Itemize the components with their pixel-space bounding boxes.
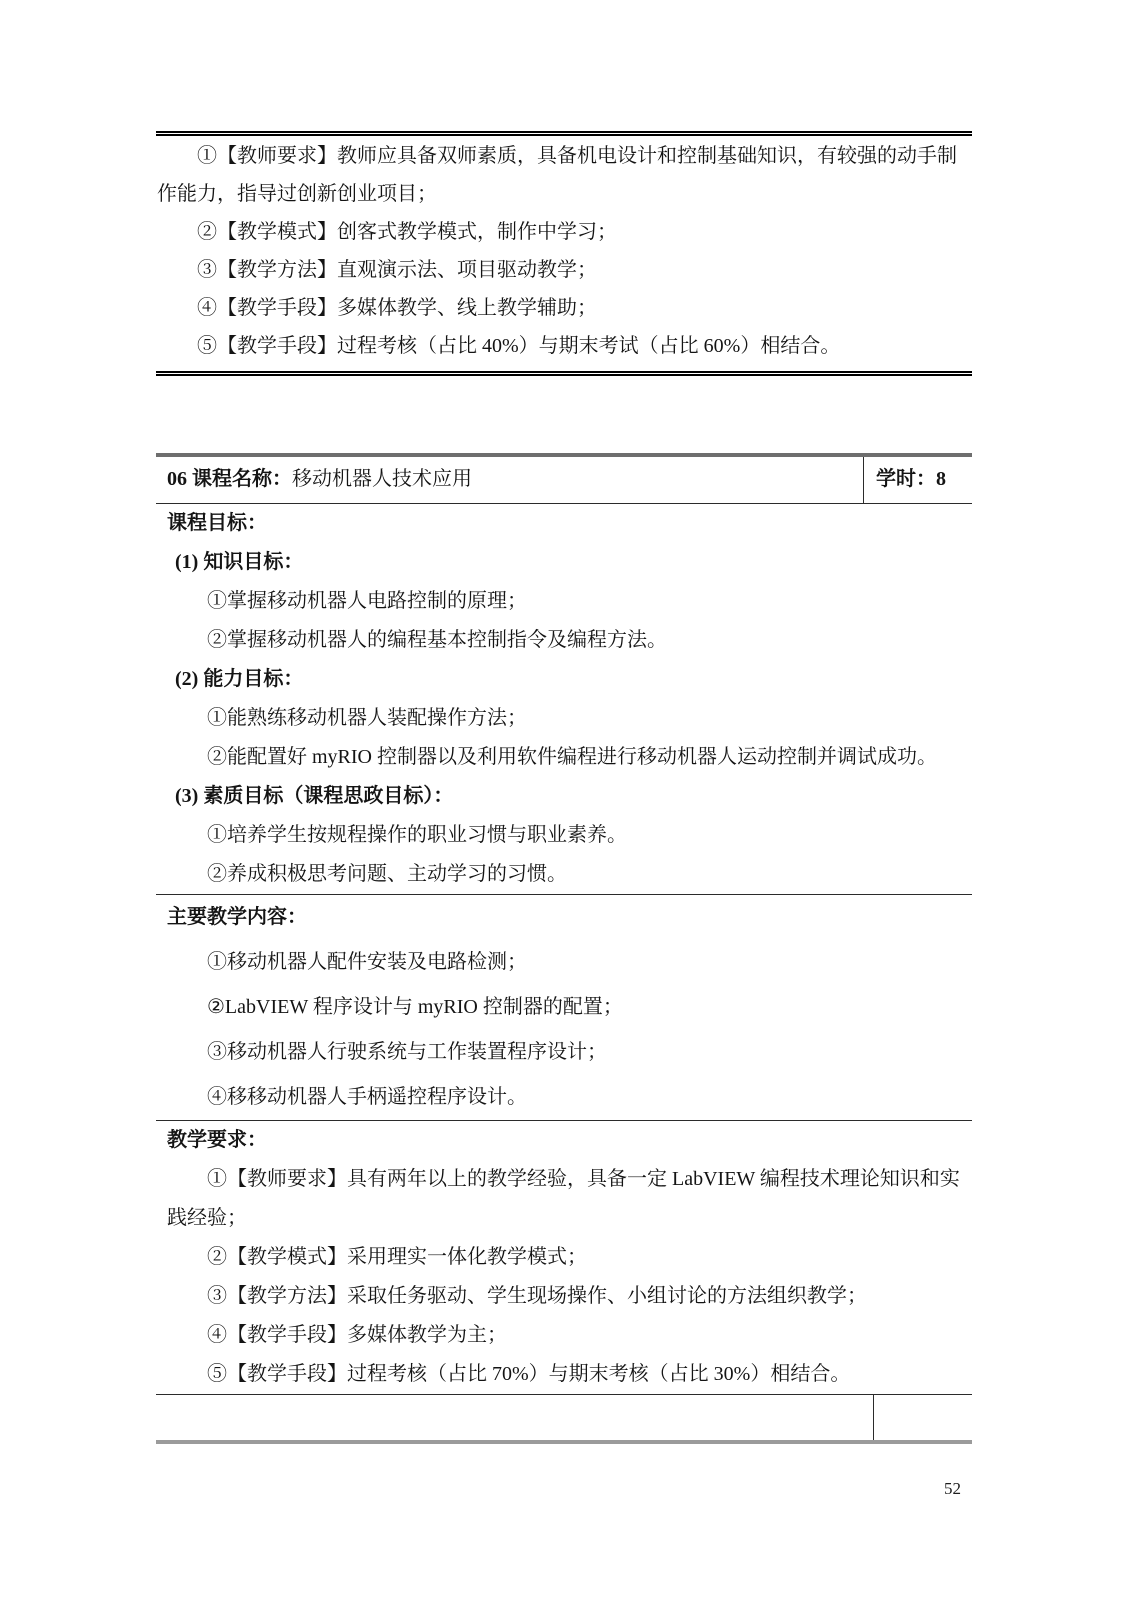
requirement-item: ③【教学方法】采取任务驱动、学生现场操作、小组讨论的方法组织教学； xyxy=(207,1285,867,1307)
page-number: 52 xyxy=(944,1479,961,1498)
objective-item: ①掌握移动机器人电路控制的原理； xyxy=(207,590,527,612)
content-item: ②LabVIEW 程序设计与 myRIO 控制器的配置； xyxy=(207,996,623,1018)
empty-table-row xyxy=(156,1394,972,1440)
requirement-item: ④【教学手段】多媒体教学、线上教学辅助； xyxy=(197,297,597,319)
content-item: ④移移动机器人手柄遥控程序设计。 xyxy=(207,1086,527,1108)
table-column-divider xyxy=(873,1395,874,1440)
requirement-item: ①【教师要求】具有两年以上的教学经验，具备一定 LabVIEW 编程技术理论知识和实践经验； xyxy=(167,1168,960,1229)
previous-course-requirements-block xyxy=(156,131,972,376)
course-name-label: 06 课程名称： xyxy=(167,468,292,490)
course-name-cell xyxy=(156,457,863,503)
knowledge-objectives-heading: (1) 知识目标： xyxy=(175,551,304,573)
course-hours-value: 8 xyxy=(936,468,946,490)
teaching-content-title: 主要教学内容： xyxy=(167,906,307,928)
requirement-item: ①【教师要求】教师应具备双师素质，具备机电设计和控制基础知识，有较强的动手制作能力，指导过创新创业项目； xyxy=(157,145,957,205)
teaching-content-section xyxy=(156,894,972,1120)
objectives-title: 课程目标： xyxy=(167,512,267,534)
requirement-item: ②【教学模式】采用理实一体化教学模式； xyxy=(207,1246,587,1268)
requirement-item: ③【教学方法】直观演示法、项目驱动教学； xyxy=(197,259,597,281)
course-hours-cell xyxy=(863,457,972,503)
requirement-item: ②【教学模式】创客式教学模式，制作中学习； xyxy=(197,221,617,243)
content-item: ③移动机器人行驶系统与工作装置程序设计； xyxy=(207,1041,607,1063)
requirement-item: ⑤【教学手段】过程考核（占比 70%）与期末考核（占比 30%）相结合。 xyxy=(207,1363,851,1385)
teaching-requirements-section xyxy=(156,1120,972,1394)
course-name-value: 移动机器人技术应用 xyxy=(292,468,472,490)
objective-item: ①培养学生按规程操作的职业习惯与职业素养。 xyxy=(207,824,627,846)
objective-item: ①能熟练移动机器人装配操作方法； xyxy=(207,707,527,729)
course-06-table xyxy=(156,453,972,1444)
requirement-item: ④【教学手段】多媒体教学为主； xyxy=(207,1324,507,1346)
course-hours-label: 学时： xyxy=(876,468,936,490)
objective-item: ②掌握移动机器人的编程基本控制指令及编程方法。 xyxy=(207,629,667,651)
course-objectives-section xyxy=(156,504,972,894)
objective-item: ②能配置好 myRIO 控制器以及利用软件编程进行移动机器人运动控制并调试成功。 xyxy=(207,746,937,768)
content-item: ①移动机器人配件安装及电路检测； xyxy=(207,951,527,973)
ability-objectives-heading: (2) 能力目标： xyxy=(175,668,304,690)
course-table-header-row xyxy=(156,457,972,504)
teaching-requirements-title: 教学要求： xyxy=(167,1129,267,1151)
objective-item: ②养成积极思考问题、主动学习的习惯。 xyxy=(207,863,567,885)
requirement-item: ⑤【教学手段】过程考核（占比 40%）与期末考试（占比 60%）相结合。 xyxy=(197,335,841,357)
quality-objectives-heading: (3) 素质目标（课程思政目标）： xyxy=(175,785,454,807)
